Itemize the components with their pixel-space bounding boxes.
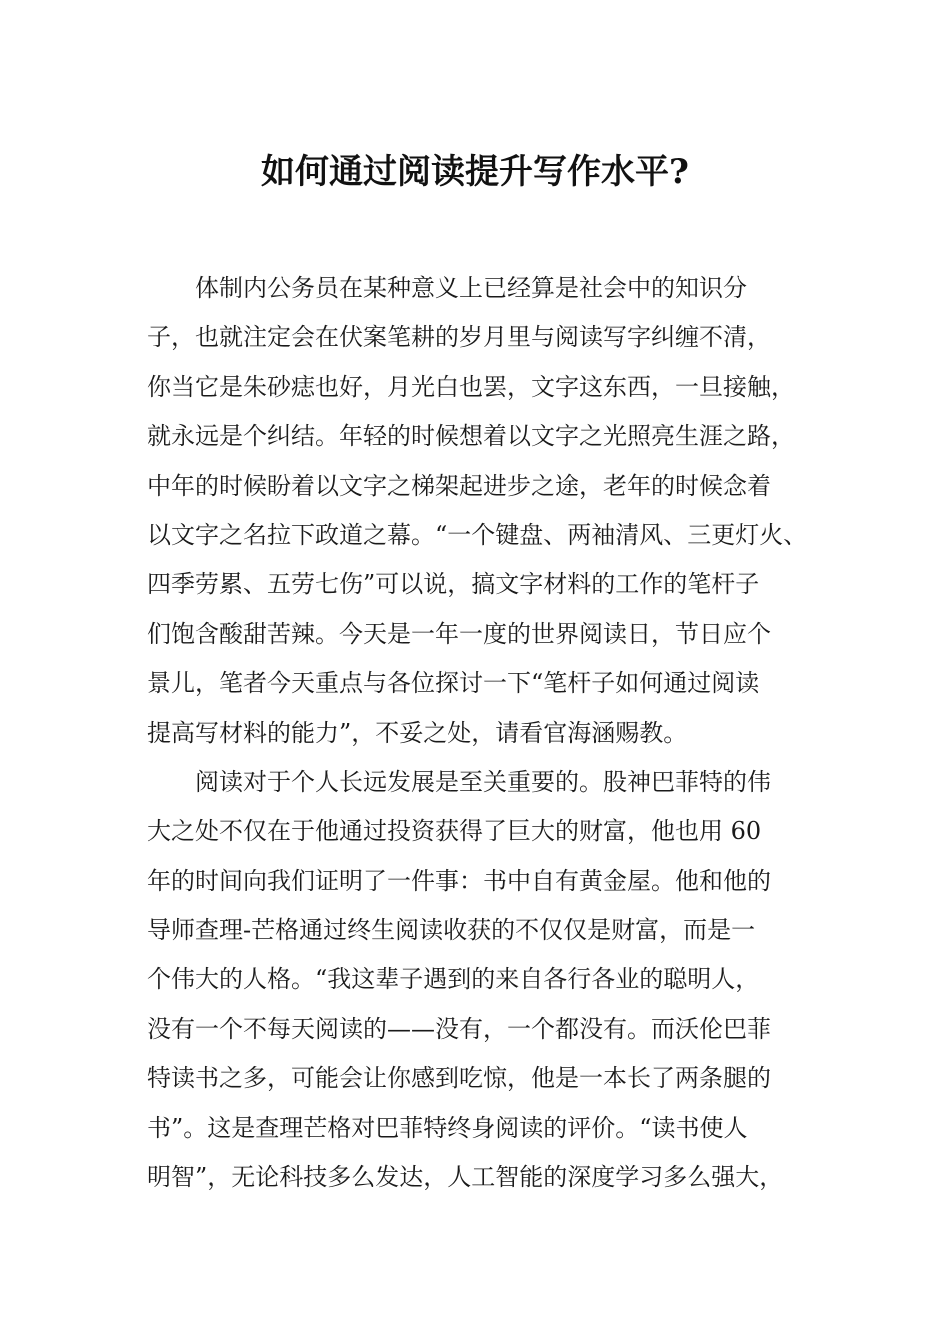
text-line: 明智”，无论科技多么发达，人工智能的深度学习多么强大， bbox=[147, 1163, 784, 1192]
text-line: 子，也就注定会在伏案笔耕的岁月里与阅读写字纠缠不清， bbox=[147, 323, 771, 352]
document-body bbox=[147, 264, 827, 1202]
document-title: 如何通过阅读提升写作水平? bbox=[261, 152, 689, 192]
text-line: 导师查理-芒格通过终生阅读收获的不仅仅是财富，而是一 bbox=[147, 916, 756, 945]
text-line: 年的时间向我们证明了一件事：书中自有黄金屋。他和他的 bbox=[147, 866, 771, 895]
text-line: 你当它是朱砂痣也好，月光白也罢，文字这东西，一旦接触， bbox=[147, 372, 795, 401]
text-line: 景儿，笔者今天重点与各位探讨一下“笔杆子如何通过阅读 bbox=[147, 669, 760, 698]
text-line: 以文字之名拉下政道之幕。“一个键盘、两袖清风、三更灯火、 bbox=[147, 520, 808, 549]
text-line: 大之处不仅在于他通过投资获得了巨大的财富，他也用 60 bbox=[147, 817, 762, 846]
text-line: 四季劳累、五劳七伤”可以说，搞文字材料的工作的笔杆子 bbox=[147, 570, 760, 599]
text-line: 中年的时候盼着以文字之梯架起进步之途，老年的时候念着 bbox=[147, 471, 771, 500]
text-line: 们饱含酸甜苦辣。今天是一年一度的世界阅读日，节日应个 bbox=[147, 619, 771, 648]
text-line: 阅读对于个人长远发展是至关重要的。股神巴菲特的伟 bbox=[195, 767, 771, 796]
text-line: 提高写材料的能力”，不妥之处，请看官海涵赐教。 bbox=[147, 718, 688, 747]
text-line: 个伟大的人格。“我这辈子遇到的来自各行各业的聪明人， bbox=[147, 965, 760, 994]
text-line: 特读书之多，可能会让你感到吃惊，他是一本长了两条腿的 bbox=[147, 1064, 771, 1093]
text-line: 没有一个不每天阅读的——没有，一个都没有。而沃伦巴菲 bbox=[147, 1014, 771, 1043]
text-line: 就永远是个纠结。年轻的时候想着以文字之光照亮生涯之路， bbox=[147, 422, 795, 451]
text-line: 书”。这是查理芒格对巴菲特终身阅读的评价。“读书使人 bbox=[147, 1113, 748, 1142]
text-line: 体制内公务员在某种意义上已经算是社会中的知识分 bbox=[195, 274, 747, 302]
